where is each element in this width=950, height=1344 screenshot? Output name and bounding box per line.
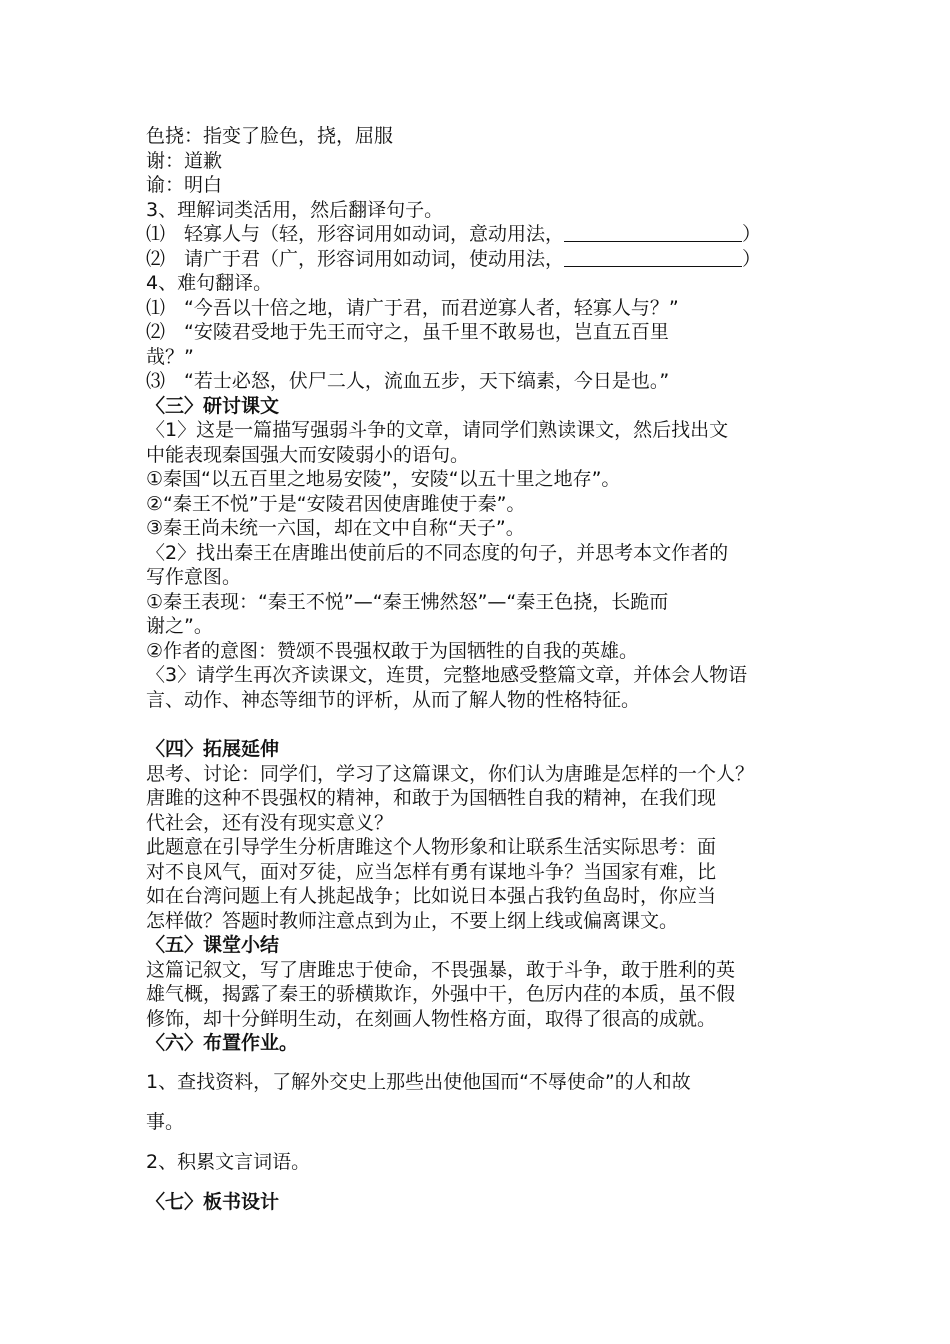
q3-item-1-close: ） bbox=[742, 223, 762, 245]
q3-item-2-text: ⑵ 请广于君（广，形容词用如动词，使动用法， bbox=[146, 247, 565, 270]
sec5-line-2: 雄气概，揭露了秦王的骄横欺诈，外强中干，色厉内荏的本质，虽不假 bbox=[146, 983, 736, 1005]
sec6-task-2: 2、积累文言词语。 bbox=[146, 1150, 311, 1173]
sec4-line-3: 代社会，还有没有现实意义？ bbox=[146, 811, 394, 834]
q4-title: 4、难句翻译。 bbox=[146, 272, 273, 294]
sec6-task-1a: 1、查找资料，了解外交史上那些出使他国而“不辱使命”的人和故 bbox=[146, 1070, 691, 1093]
q3-title: 3、理解词类活用，然后翻译句子。 bbox=[146, 198, 444, 221]
sec3-p2-item-1b: 谢之”。 bbox=[146, 615, 213, 637]
q4-item-3: ⑶ “若士必怒，伏尸二人，流血五步，天下缟素，今日是也。” bbox=[146, 370, 670, 392]
q4-item-2b: 哉？” bbox=[146, 345, 194, 368]
section-6-heading: 〈六〉布置作业。 bbox=[146, 1032, 299, 1054]
section-7-heading: 〈七〉板书设计 bbox=[146, 1190, 280, 1213]
sec4-line-4: 此题意在引导学生分析唐雎这个人物形象和让联系生活实际思考：面 bbox=[146, 836, 717, 858]
document-page bbox=[146, 124, 816, 1222]
sec3-p3b: 言、动作、神态等细节的评析，从而了解人物的性格特征。 bbox=[146, 688, 641, 711]
sec5-line-3: 修饰，却十分鲜明生动，在刻画人物性格方面，取得了很高的成就。 bbox=[146, 1007, 717, 1030]
sec4-line-1: 思考、讨论：同学们，学习了这篇课文，你们认为唐雎是怎样的一个人？ bbox=[146, 762, 755, 785]
sec3-p3a: 〈3〉请学生再次齐读课文，连贯，完整地感受整篇文章，并体会人物语 bbox=[146, 664, 748, 686]
sec3-p1-item-3: ③秦王尚未统一六国，却在文中自称“天子”。 bbox=[146, 517, 525, 539]
sec3-p2-item-1a: ①秦王表现：“秦王不悦”—“秦王怫然怒”—“秦王色挠，长跪而 bbox=[146, 590, 669, 613]
vocab-line-1: 色挠：指变了脸色，挠，屈服 bbox=[146, 125, 394, 147]
answer-blank-1[interactable] bbox=[564, 223, 742, 242]
q3-item-1-text: ⑴ 轻寡人与（轻，形容词用如动词，意动用法， bbox=[146, 223, 565, 245]
sec5-line-1: 这篇记叙文，写了唐雎忠于使命，不畏强暴，敢于斗争，敢于胜利的英 bbox=[146, 958, 736, 981]
sec4-line-2: 唐雎的这种不畏强权的精神，和敢于为国牺牲自我的精神，在我们现 bbox=[146, 787, 717, 809]
sec3-p1a: 〈1〉这是一篇描写强弱斗争的文章，请同学们熟读课文，然后找出文 bbox=[146, 419, 729, 441]
q4-item-1: ⑴ “今吾以十倍之地，请广于君，而君逆寡人者，轻寡人与？” bbox=[146, 296, 679, 319]
sec6-task-1b: 事。 bbox=[146, 1110, 185, 1133]
sec3-p2-item-2: ②作者的意图：赞颂不畏强权敢于为国牺牲的自我的英雄。 bbox=[146, 639, 639, 662]
section-4-heading: 〈四〉拓展延伸 bbox=[146, 738, 280, 760]
sec3-p2b: 写作意图。 bbox=[146, 566, 242, 588]
q4-item-2a: ⑵ “安陵君受地于先王而守之，虽千里不敢易也，岂直五百里 bbox=[146, 321, 669, 343]
q3-item-1 bbox=[146, 222, 816, 247]
vocab-line-3: 谕：明白 bbox=[146, 174, 223, 196]
sec4-line-5: 对不良风气，面对歹徒，应当怎样有勇有谋地斗争？当国家有难，比 bbox=[146, 860, 717, 883]
section-3-heading: 〈三〉研讨课文 bbox=[146, 394, 280, 417]
sec4-line-7: 怎样做？答题时教师注意点到为止，不要上纲上线或偏离课文。 bbox=[146, 909, 679, 932]
section-5-heading: 〈五〉课堂小结 bbox=[146, 934, 280, 956]
vocab-line-2: 谢：道歉 bbox=[146, 149, 223, 172]
sec3-p1b: 中能表现秦国强大而安陵弱小的语句。 bbox=[146, 443, 470, 466]
blank-gap bbox=[146, 712, 816, 737]
q3-item-2-close: ） bbox=[742, 247, 762, 270]
sec3-p2a: 〈2〉找出秦王在唐雎出使前后的不同态度的句子，并思考本文作者的 bbox=[146, 541, 729, 564]
sec3-p1-item-1: ①秦国“以五百里之地易安陵”，安陵“以五十里之地存”。 bbox=[146, 468, 621, 490]
sec4-line-6: 如在台湾问题上有人挑起战争；比如说日本强占我钓鱼岛时，你应当 bbox=[146, 885, 717, 907]
q3-item-2 bbox=[146, 247, 816, 272]
sec3-p1-item-2: ②“秦王不悦”于是“安陵君因使唐雎使于秦”。 bbox=[146, 492, 526, 515]
answer-blank-2[interactable] bbox=[564, 248, 742, 267]
